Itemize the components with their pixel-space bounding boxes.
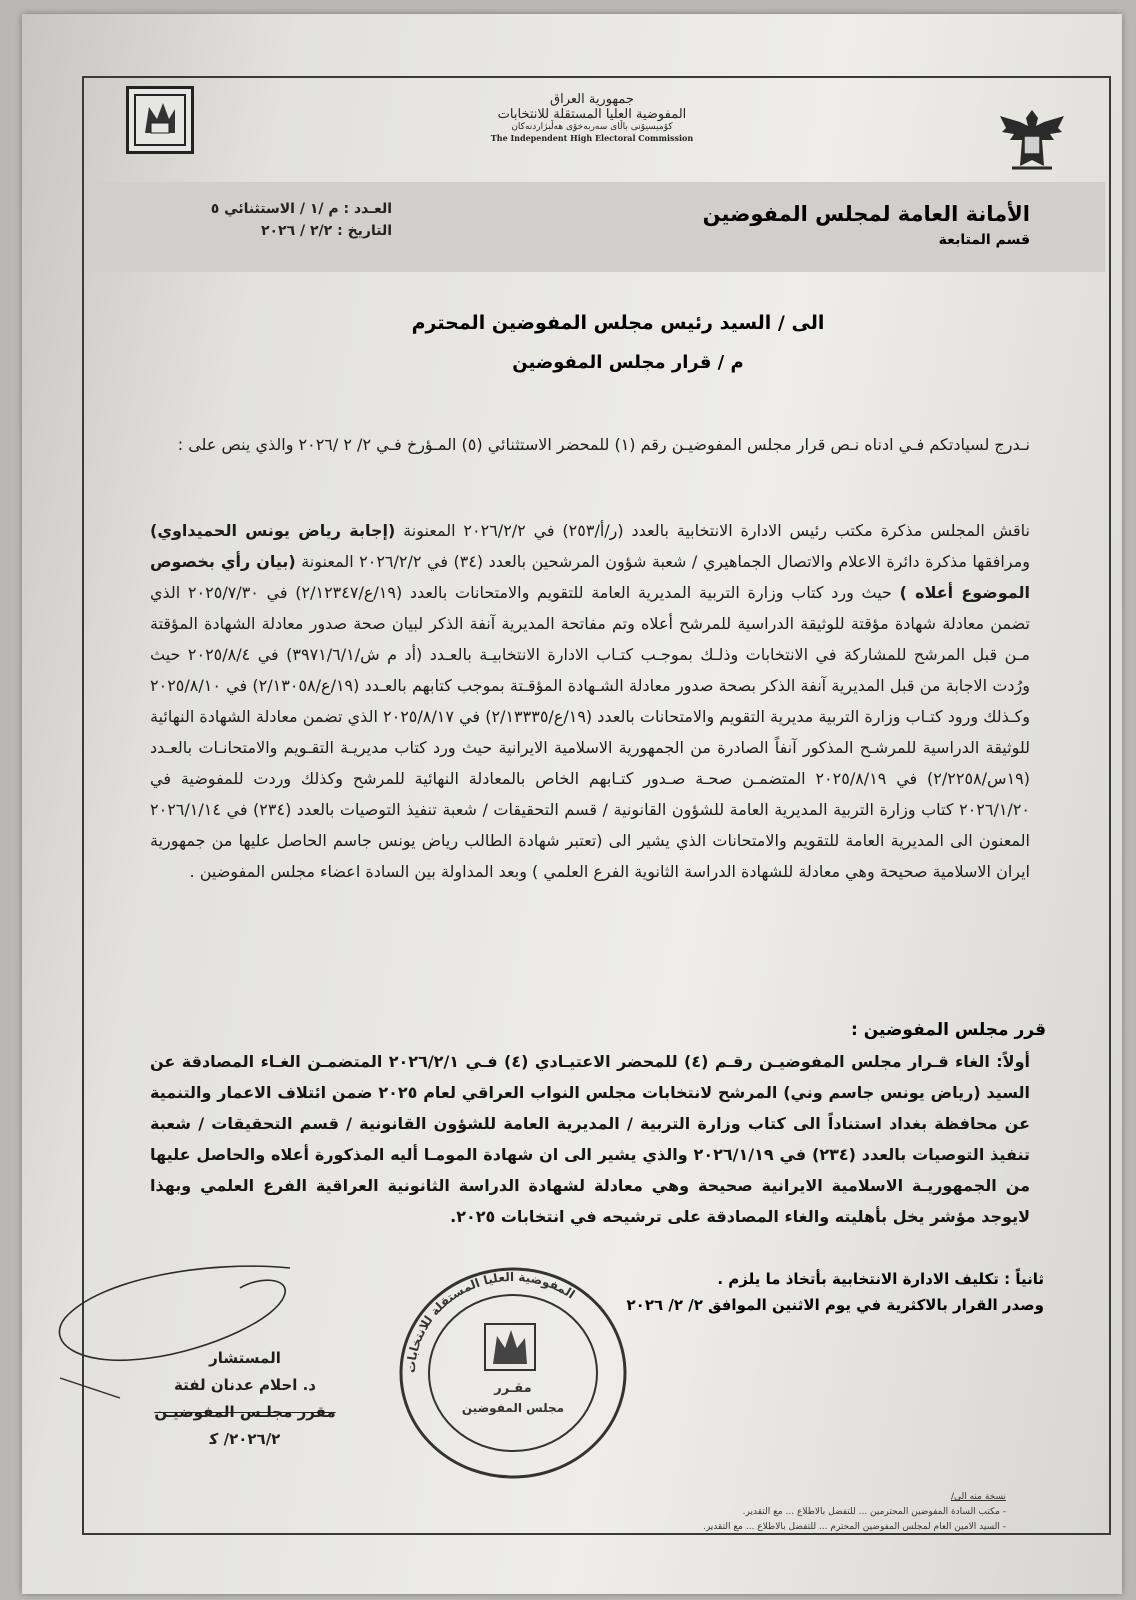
- department-name: الأمانة العامة لمجلس المفوضين: [702, 202, 1030, 226]
- signature-block: [130, 1345, 360, 1453]
- decision-first-item: أولاً: الغاء قـرار مجلس المفوضيـن رقـم (٤) للمحضر الاعتيـادي (٤) فـي ٢٠٢٦/٢/١ المتضمـن الغـاء المصادقة عن السيد (رياض يونس جاسم وني) المرشح لانتخابات مجلس النواب العراقي لعام ٢٠٢٥ ضمن ائتلاف الاعمار والتنمية عن محافظة بغداد استناداً الى كتاب وزارة التربية / المديرية العامة للشؤون القانونية / قسم التحقيقات / شعبة تنفيذ التوصيات بالعدد (٢٣٤) في ٢٠٢٦/١/١٩ والذي يشير الى ان شهادة المومـا أليه المذكورة أعلاه والحاصل عليها من الجمهوريـة الاسلامية الايرانية صحيحة وهي معادلة لشهادة الدراسة الثانونية العراقية الفرع العلمي وبهذا لايوجد مؤشر يخل بأهليته والغاء المصادقة على ترشيحه في انتخابات ٢٠٢٥.: [150, 1052, 1031, 1226]
- decision-title: قرر مجلس المفوضين :: [851, 1020, 1046, 1040]
- intro-paragraph: نـدرج لسيادتكم فـي ادناه نـص قرار مجلس المفوضيـن رقم (١) للمحضر الاستثنائي (٥) المـؤرخ فـي ٢/ ٢ /٢٠٢٦ والذي ينص على :: [177, 435, 1030, 454]
- signer-title: مقرر مجلـس المفوضيـن: [154, 1403, 336, 1421]
- section-name: قسم المتابعة: [938, 232, 1030, 248]
- copies-line-2: - السيد الامين العام لمجلس المفوضين المحترم ... للتفضل بالاطلاع ... مع التقدير.: [702, 1522, 1006, 1532]
- commission-logo-icon: [126, 86, 194, 154]
- discussion-paragraph: [150, 515, 1030, 887]
- copies-title: نسخة منه الى/: [950, 1492, 1006, 1502]
- commission-name-en: The Independent High Electoral Commission: [490, 133, 694, 143]
- commission-name-ku: کۆمیسیۆنی باڵای سەربەخۆی هەڵبژاردنەکان: [511, 122, 673, 132]
- paragraph-text-2: ومرافقها مذكرة دائرة الاعلام والاتصال الجماهيري / شعبة شؤون المرشحين بالعدد (٣٤) في ٢٠٢٦/٢/٢ المعنونة: [295, 552, 1030, 571]
- issued-line: وصدر القرار بالاكثرية في يوم الاثنين الموافق ٢/ ٢/ ٢٠٢٦: [626, 1296, 1044, 1314]
- country-name: جمهورية العراق: [550, 92, 634, 107]
- iraq-eagle-emblem-icon: [992, 106, 1072, 172]
- copies-line-1: - مكتب السادة المفوضين المحترمين ... للتفضل بالاطلاع ... مع التقدير.: [742, 1507, 1006, 1517]
- department-block: [703, 202, 1030, 248]
- copies-block: [703, 1490, 1006, 1535]
- commission-heading: [462, 92, 722, 143]
- paragraph-bold-1: (إجابة رياض يونس الحميداوي): [150, 521, 396, 540]
- signer-role: المستشار: [209, 1349, 281, 1367]
- signer-name: د. احلام عدنان لفتة: [173, 1376, 317, 1394]
- reference-block: [182, 198, 392, 242]
- recipient-line: الى / السيد رئيس مجلس المفوضين المحترم: [411, 312, 825, 334]
- paragraph-text-3: حيث ورد كتاب وزارة التربية المديرية العامة للتقويم والامتحانات بالعدد (١٩/ع/٢/١٢٣٤٧) في ٢٠٢٥/٧/٣٠ الذي تضمن معادلة شهادة مؤقتة للوثيقة الدراسية للمرشح أعلاه وتم مفاتحة المديرية آنفة الذكر لبيان صحة صدور معادلة الشهادة المؤقتة مـن قبل المرشح للمشاركة في الانتخابات وذلـك بموجـب كتـاب الادارة الانتخابيـة بالعـدد (أد م ش/٣٩٧١/٦/١) في ٢٠٢٥/٨/٤ حيث ورُدت الاجابة من قبل المديرية آنفة الذكر بصحة صدور معادلة الشـهادة المؤقـتة بموجب كتابهم بالعـدد (١٩/ع/٢/١٣٠٥٨) في ٢٠٢٥/٨/١٠ وكـذلك ورود كتـاب وزارة التربية مديرية التقويم والامتحانات بالعدد (١٩/ع/٢/١٣٣٣٥) في ٢٠٢٥/٨/١٧ الذي تضمن معادلة الشهادة النهائية للوثيقة الدراسية للمرشـح المذكور آنفاً الصادرة من الجمهورية الاسلامية الايرانية حيث ورد كتاب مديريـة التقـويم والامتحانـات بالعـدد (١٩س/٢/٢٢٥٨) في ٢٠٢٥/٨/١٩ المتضمـن صحـة صـدور كتـابهم الخاص بالمعادلة النهائية للمرشح وكذلك وردت للمفوضية في ٢٠٢٦/١/٢٠ كتاب وزارة التربية المديرية العامة للشؤون القانونية / قسم التحقيقات / شعبة تنفيذ التوصيات بالعدد (٢٣٤) في ٢٠٢٦/١/١٤ المعنون الى المديرية العامة للتقويم والامتحانات الذي يشير الى (تعتبر شهادة الطالب رياض يونس جاسم الحاصل عليها من جمهورية ايران الاسلامية صحيحة وهي معادلة للشهادة الدراسة الثانوية الفرع العلمي ) وبعد المداولة بين السادة اعضاء مجلس المفوضين .: [150, 583, 1031, 881]
- stamp-ring-text: المفوضية العليا المستقلة للانتخابات: [403, 1269, 578, 1374]
- decision-second-item: ثانياً : تكليف الادارة الانتخابية بأتخاذ ما يلزم .: [717, 1270, 1044, 1288]
- stamp-center-1: مقـرر: [494, 1381, 532, 1396]
- subject-line: م / قرار مجلس المفوضين: [512, 352, 744, 373]
- reference-date: التاريخ : ٢/٢ / ٢٠٢٦: [260, 223, 392, 239]
- official-stamp-icon: [393, 1266, 633, 1481]
- reference-number: العـدد : م /١ / الاستثنائي ٥: [210, 201, 392, 217]
- signature-date: ٢٠٢٦/٢/ ﻛ: [209, 1430, 281, 1448]
- paragraph-text-1: ناقش المجلس مذكرة مكتب رئيس الادارة الانتخابية بالعدد (ر/أ/٢٥٣) في ٢٠٢٦/٢/٢ المعنونة: [395, 521, 1030, 540]
- stamp-center-2: مجلس المفوضين: [461, 1401, 565, 1415]
- commission-name-ar: المفوضية العليا المستقلة للانتخابات: [497, 107, 687, 122]
- paragraph-bold-2: (بيان رأي بخصوص الموضوع أعلاه ): [150, 552, 1030, 602]
